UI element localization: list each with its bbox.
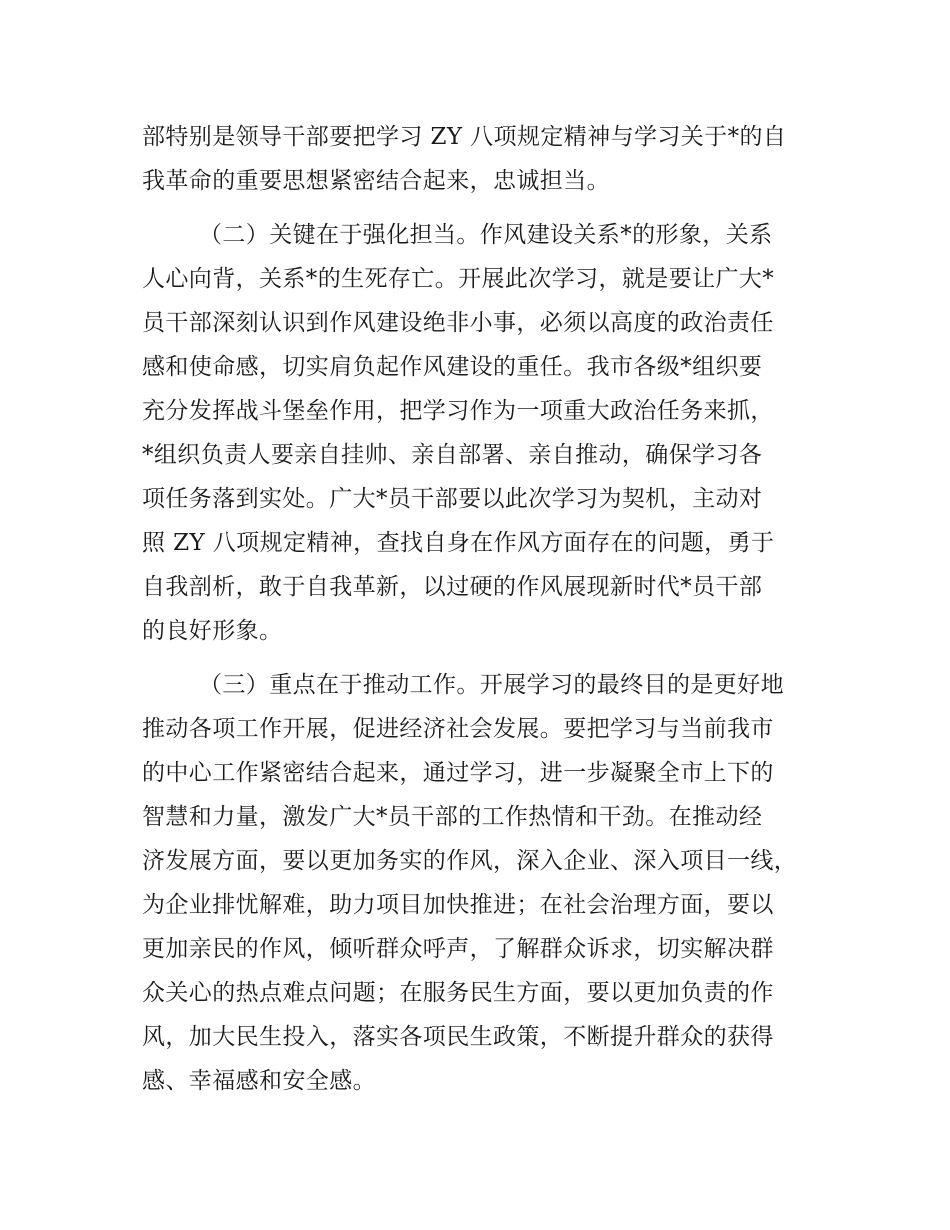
paragraph-2-line-8: 照 ZY 八项规定精神，查找自身在作风方面存在的问题，勇于 (142, 530, 775, 556)
paragraph-2-line-7: 项任务落到实处。广大*员干部要以此次学习为契机，主动对 (142, 486, 763, 512)
paragraph-3-line-6: 为企业排忧解难，助力项目加快推进；在社会治理方面，要以 (142, 892, 774, 918)
paragraph-3-line-5: 济发展方面，要以更加务实的作风，深入企业、深入项目一线， (142, 848, 798, 874)
paragraph-2-line-6: *组织负责人要亲自挂帅、亲自部署、亲自推动，确保学习各 (142, 442, 763, 468)
paragraph-3-line-1: （三）重点在于推动工作。开展学习的最终目的是更好地 (199, 672, 784, 698)
paragraph-1-line-2: 我革命的重要思想紧密结合起来，忠诚担当。 (142, 168, 610, 194)
paragraph-3-line-2: 推动各项工作开展，促进经济社会发展。要把学习与当前我市 (142, 716, 774, 742)
paragraph-3-line-4: 智慧和力量，激发广大*员干部的工作热情和干劲。在推动经 (142, 804, 763, 830)
paragraph-3-line-10: 感、幸福感和安全感。 (142, 1068, 376, 1094)
paragraph-3-line-8: 众关心的热点难点问题；在服务民生方面，要以更加负责的作 (142, 980, 774, 1006)
paragraph-3-line-3: 的中心工作紧密结合起来，通过学习，进一步凝聚全市上下的 (142, 760, 774, 786)
paragraph-2-line-2: 人心向背，关系*的生死存亡。开展此次学习，就是要让广大* (142, 266, 775, 292)
paragraph-2-line-4: 感和使命感，切实肩负起作风建设的重任。我市各级*组织要 (142, 354, 763, 380)
paragraph-3-line-7: 更加亲民的作风，倾听群众呼声，了解群众诉求，切实解决群 (142, 936, 774, 962)
paragraph-2-line-10: 的良好形象。 (142, 618, 283, 644)
paragraph-2-line-9: 自我剖析，敢于自我革新，以过硬的作风展现新时代*员干部 (142, 574, 763, 600)
paragraph-2-line-5: 充分发挥战斗堡垒作用，把学习作为一项重大政治任务来抓， (142, 398, 774, 424)
paragraph-3-line-9: 风，加大民生投入，落实各项民生政策，不断提升群众的获得 (142, 1024, 774, 1050)
paragraph-1-line-1: 部特别是领导干部要把学习 ZY 八项规定精神与学习关于*的自 (142, 124, 787, 150)
paragraph-2-line-1: （二）关键在于强化担当。作风建设关系*的形象，关系 (199, 222, 773, 248)
paragraph-2-line-3: 员干部深刻认识到作风建设绝非小事，必须以高度的政治责任 (142, 310, 774, 336)
